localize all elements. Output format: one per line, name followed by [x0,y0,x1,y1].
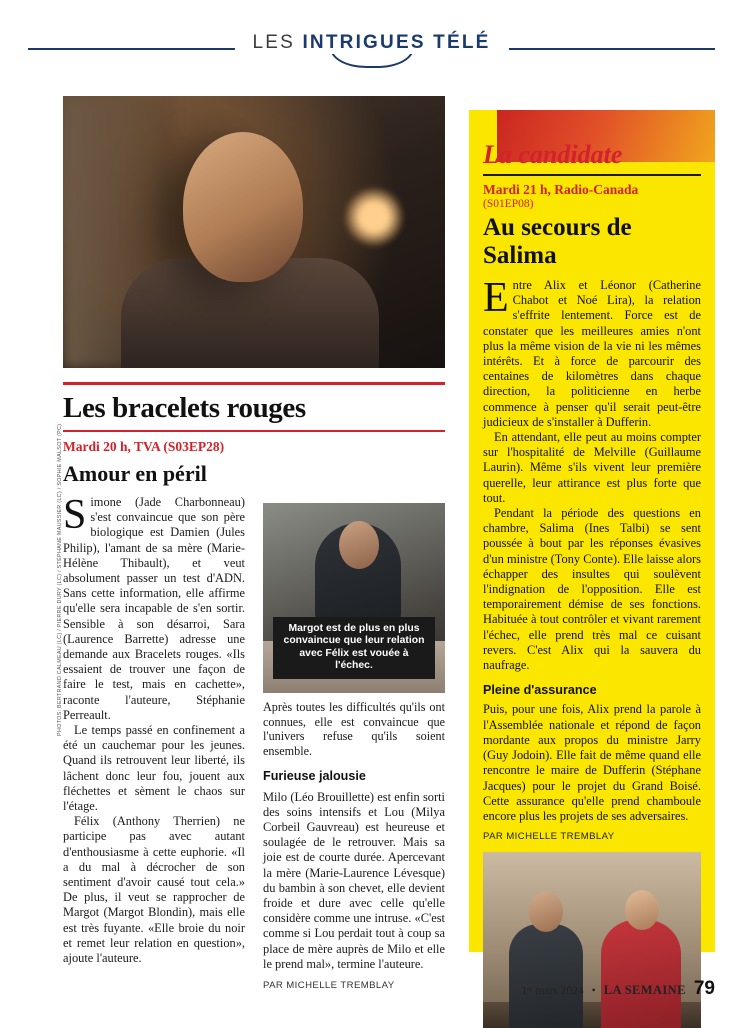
left-article-columns [63,492,445,993]
right-article-byline: PAR MICHELLE TREMBLAY [483,831,615,843]
left-article [57,96,445,993]
left-article-byline: PAR MICHELLE TREMBLAY [263,980,395,992]
right-article-paragraph-3: Pendant la période des questions en chambre, Salima (Ines Talbi) se sent poussée à bout par les réponses évasives d'un ministre (Tony Conte). Elle laisse alors échapper des insultes qui soulèvent l'indignation de l'opposition. Elle est temporairement démise de ses fonctions. Habituée à tout contrôler et vivant rarement l'échec, elle prend très mal ce cuisant revers. C'est Alix qui la sauvera du naufrage. [483,506,701,673]
page-header [0,26,743,78]
right-article-section-subhead: Pleine d'assurance [483,683,597,698]
page-header-title-wrap [234,32,508,54]
right-article-paragraph-4: Puis, pour une fois, Alix prend la parole à l'Assemblée nationale et répond de façon mordante aux propos du ministre Jarry (Guy Jodoin). Elle fait de même quand elle rencontre le maire de Dufferin (Stéphane Jacques) pour le projet du Grand Boisé. Cette assurance qu'elle prend chamboule encore plus les projets de ses adversaires. [483,702,701,823]
footer-page-number: 79 [693,978,715,999]
left-article-dropcap: S [63,492,87,538]
right-article-title: La candidate [483,140,623,169]
right-article-paragraph-1-text: ntre Alix et Léonor (Catherine Chabot et Noé Lira), la relation s'effrite lentement. Force est de constater que les meilleures amies n'ont plus la même vision de la vie ni les mêmes intérêts. Et à force de parcourir des centaines de kilomètres dans chaque direction, la politicienne en herbe commence à penser qu'il serait peut-être judicieux de s'installer à Dufferin. [483,278,701,429]
right-article-body [483,275,701,844]
right-article-paragraph-2: En attendant, elle peut au moins compter sur l'hospitalité de Melville (Guillaume Laurin). Même s'ils vivent leur première querelle, leur attirance est plus forte que tout. [483,430,701,505]
right-article [469,110,715,952]
left-article-column-1 [63,492,245,966]
photo-lamp-glow [345,188,403,246]
left-article-paragraph-2: Le temps passé en confinement a été un cauchemar pour les jeunes. Quand ils retrouvent leur liberté, ils lâchent donc leur fou, jouent aux fléchettes et sèment le chaos sur l'étage. [63,723,245,814]
bottom-photo-man [509,924,583,1028]
right-article-subhead: Au secours de Salima [483,214,632,269]
page-title [252,32,490,53]
left-article-schedule-text: Mardi 20 h, TVA [63,439,161,454]
left-article-paragraph-1-text: imone (Jade Charbonneau) s'est convaincue que son père biologique est Damien (Jules Philip), l'amant de sa mère (Marie-Hélène Thibault), et veut absolument passer un test d'ADN. Sans cette information, elle affirme qu'elle sera incapable de s'en sortir. Sensible à son désarroi, Sara (Laurence Barrette) adresse une demande aux Bracelets rouges. «Ils essaient de trouver une façon de faire le test, mais en cachette», raconte l'auteure, Stéphanie Perreault. [63,495,245,722]
left-article-schedule [63,439,445,455]
page-title-bold: INTRIGUES TÉLÉ [302,32,491,53]
left-article-main-photo [63,96,445,368]
footer-brand: LA SEMAINE [603,983,686,997]
right-article-schedule: Mardi 21 h, Radio-Canada [483,182,639,197]
right-article-episode-code: (S01EP08) [483,198,534,210]
left-article-title: Les bracelets rouges [63,392,306,424]
right-article-paragraph-1 [483,275,701,430]
left-article-episode-code: (S03EP28) [163,439,225,454]
page-title-plain: LES [252,32,303,53]
left-article-paragraph-4: Milo (Léo Brouillette) est enfin sorti des soins intensifs et Lou (Milya Corbeil Gauvreau) est heureuse et soulagée de le retrouver. Mais sa joie est de courte durée. Apercevant la mère (Marie-Laurence Lévesque) du bambin à son chevet, elle devient froide et dure avec celle qu'elle considère comme une intruse. «C'est comme si Lou perdait tout à coup sa place de mère auprès de Milo et elle le prend mal», termine l'auteure. [263,789,445,971]
right-article-dropcap: E [483,275,509,321]
bottom-photo-woman [601,920,681,1028]
inset-photo-caption-overlay: Margot est de plus en plus convaincue que leur relation avec Félix est vouée à l'échec. [273,617,435,679]
left-article-paragraph-1 [63,492,245,723]
left-article-title-rule [63,382,445,385]
page-footer [521,978,715,1000]
inset-photo-face [339,521,379,569]
right-article-bottom-photo [483,852,701,1028]
left-article-title-underline [63,430,445,432]
footer-date: 1ᵉʳ mars 2024 [521,985,584,997]
left-article-subhead: Amour en péril [63,461,207,486]
left-article-photo-caption: Après toutes les difficultés qu'ils ont connues, elle est convaincue que l'univers refuse qu'ils soient ensemble. [263,700,445,758]
photo-subject-head [183,132,303,282]
left-article-paragraph-3: Félix (Anthony Therrien) ne participe pas avec autant d'enthousiasme à cette euphorie. «Il a du mal à décrocher de son sentiment d'avoir causé tout cela.» De plus, il veut se rapprocher de Margot (Margot Blondin), mais elle est très fuyante. «Elle broie du noir et remet leur relation en question», ajoute l'auteure. [63,814,245,966]
right-article-title-rule [483,174,701,176]
footer-separator-dot: • [591,985,596,997]
left-article-inset-photo [263,503,445,693]
left-article-column-2 [263,495,445,993]
left-article-section-subhead: Furieuse jalousie [263,769,366,784]
left-article-photo-credit: PHOTOS: BERTRAND CALMEAU (LC) / PIERRE DURY (LC) / STÉPHANE MAUSSIER (LC) / SOPHIE MALSOT (PC) [57,423,63,736]
